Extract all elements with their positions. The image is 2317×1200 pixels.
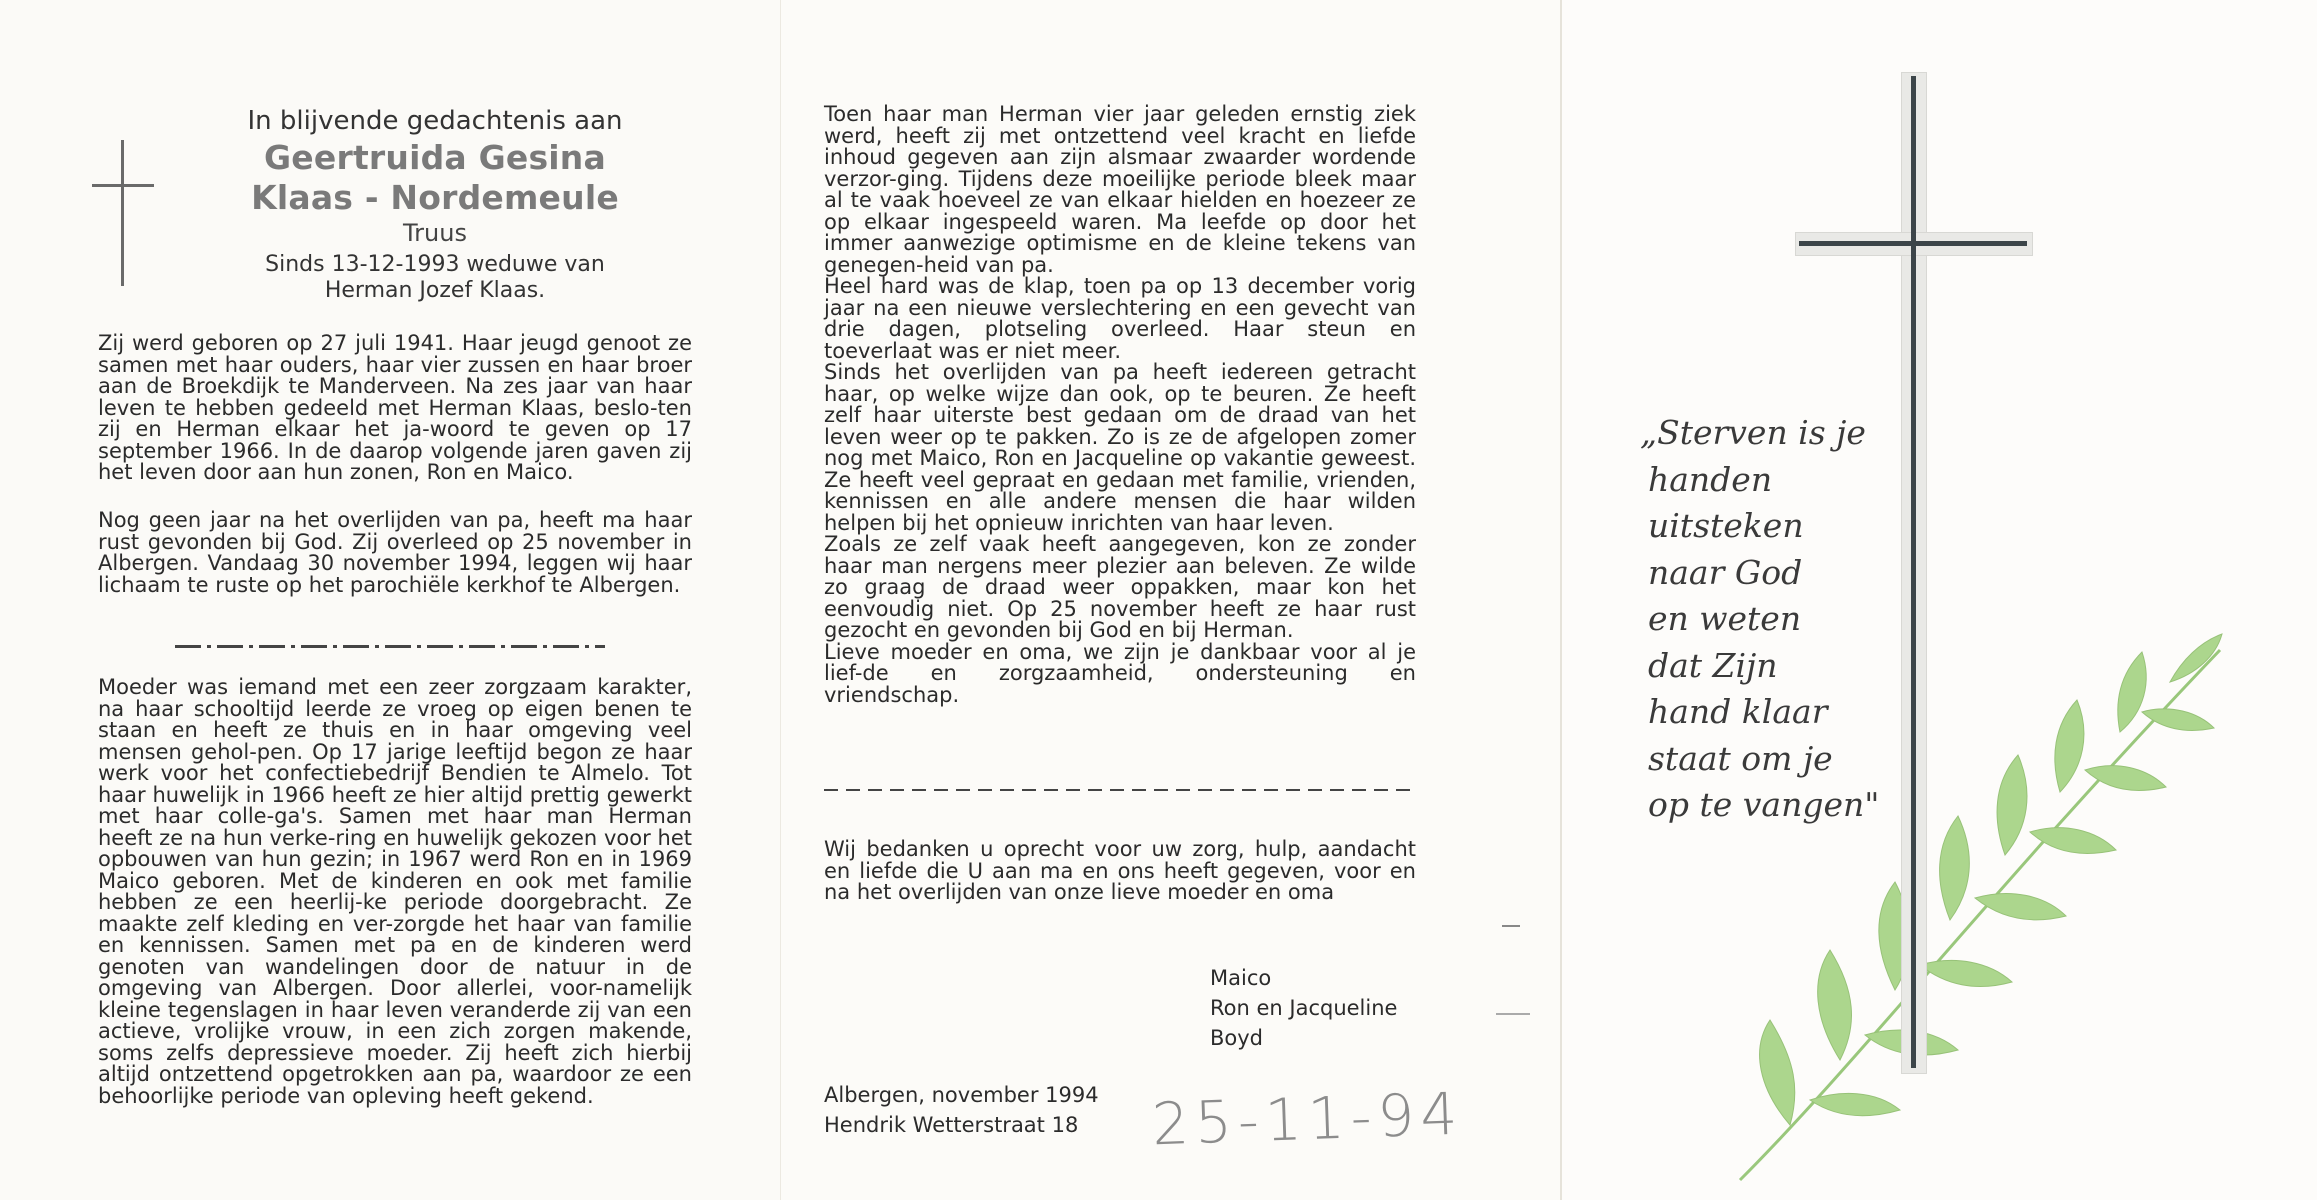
poem-line: en weten — [1648, 599, 1802, 638]
left-paragraph-1: Zij werd geboren op 27 juli 1941. Haar jeugd genoot ze samen met haar ouders, haar vier zussen en haar broer aan de Broekdijk te Manderveen. Na zes jaar van haar leven te hebben gedeeld met Herman Klaas, beslo-ten zij en Herman elkaar het ja-woord te geven op 17 september 1966. In de daarop volgende jaren gaven zij het leven door aan hun zonen, Ron en Maico. — [98, 331, 692, 484]
deceased-name-line1: Geertruida Gesina — [264, 138, 606, 177]
place-date: Albergen, november 1994 — [824, 1083, 1099, 1107]
middle-paragraph-2: Heel hard was de klap, toen pa op 13 december vorig jaar na een nieuwe verslechtering en een gevecht van drie dagen, plotseling overleed. Haar steun en toeverlaat was er niet meer. — [824, 274, 1416, 363]
left-paragraph-3: Moeder was iemand met een zeer zorgzaam karakter, na haar schooltijd leerde ze vroeg op eigen benen te staan en heeft ze thuis en in haar omgeving veel mensen gehol-pen. Op 17 jarige leeftijd begon ze haar werk voor het confectiebedrijf Bendien te Almelo. Tot haar huwelijk in 1966 heeft ze hier altijd prettig gewerkt met haar colle-ga's. Samen met haar man Herman heeft ze na hun verke-ring en huwelijk gekozen voor het opbouwen van hun gezin; in 1967 werd Ron en in 1969 Maico geboren. Met de kinderen en ook met familie hebben ze een heerlij-ke periode doorgebracht. Ze maakte zelf kleding en ver-zorgde het haar van familie en kennissen. Samen met pa en de kinderen werd genoten van wandelingen door de natuur in de omgeving van Albergen. Door allerlei, voor-namelijk kleine tegenslagen in haar leven veranderde zij van een actieve, vrolijke vrouw, in een zich zorgen makende, soms zelfs depressieve moeder. Zij heeft zich hierbij altijd ontzettend opgetrokken aan pa, waardoor ze een behoorlijke periode van opleving heeft gekend. — [98, 675, 692, 1108]
poem-line: hand klaar — [1648, 692, 1828, 731]
deceased-name-line2: Klaas - Nordemeule — [251, 178, 619, 217]
divider-dashed — [824, 789, 1416, 791]
pencil-mark — [1502, 925, 1520, 927]
divider — [175, 645, 605, 648]
poem-line: naar God — [1648, 552, 1803, 592]
poem-line: uitsteken — [1648, 506, 1804, 545]
widow-line2: Herman Jozef Klaas. — [324, 278, 546, 303]
middle-paragraph-5: Lieve moeder en oma, we zijn je dankbaar voor al je lief-de en zorgzaamheid, ondersteuning en vriendschap. — [824, 639, 1416, 707]
poem — [1640, 410, 2000, 829]
middle-paragraph-3: Sinds het overlijden van pa heeft iedereen getracht haar, op welke wijze dan ook, op te beuren. Ze heeft zelf haar uiterste best gedaan om de draad van het leven weer op te pakken. Zo is ze de afgelopen zomer nog met Maico, Ron en Jacqueline op vakantie geweest. Ze heeft veel gepraat en gedaan met familie, vrienden, kennissen en alle andere mensen die haar wilden helpen bij het opnieuw inrichten van haar leven. — [824, 360, 1416, 535]
poem-line: „Sterven is je — [1640, 413, 1866, 452]
in-memory-line: In blijvende gedachtenis aan — [247, 106, 623, 136]
signature-name: Boyd — [1210, 1026, 1264, 1050]
nickname: Truus — [403, 219, 467, 247]
signature-name: Maico — [1210, 966, 1272, 990]
poem-line: op te vangen" — [1648, 785, 1880, 824]
widow-line1: Sinds 13-12-1993 weduwe van — [265, 252, 605, 277]
signature-name: Ron en Jacqueline — [1210, 996, 1398, 1020]
poem-line: dat Zijn — [1648, 645, 1778, 685]
pencil-mark — [1496, 1013, 1530, 1015]
signatures — [1210, 963, 1397, 1053]
left-paragraph-2: Nog geen jaar na het overlijden van pa, heeft ma haar rust gevonden bij God. Zij overleed op 25 november in Albergen. Vandaag 30 november 1994, leggen wij haar lichaam te ruste op het parochiële kerkhof te Albergen. — [98, 508, 692, 597]
poem-line: handen — [1648, 459, 1773, 499]
middle-paragraph-4: Zoals ze zelf vaak heeft aangegeven, kon ze zonder haar man nergens meer plezier aan beleven. Ze wilde zo graag de draad weer oppakken, maar kon het eenvoudig niet. Op 25 november heeft ze haar rust gezocht en gevonden bij God en bij Herman. — [824, 532, 1416, 642]
memorial-header — [200, 104, 670, 304]
middle-paragraph-1: Toen haar man Herman vier jaar geleden ernstig ziek werd, heeft zij met ontzettend veel kracht en liefde inhoud gegeven aan zijn alsmaar zwaarder wordende verzor-ging. Tijdens deze moeilijke periode bleek maar al te vaak hoeveel ze van elkaar hielden en hoezeer ze op elkaar ingespeeld waren. Ma leefde op door het immer aanwezige optimisme en de kleine tekens van genegen-heid van pa. — [824, 102, 1416, 277]
thanks-text: Wij bedanken u oprecht voor uw zorg, hulp, aandacht en liefde die U aan ma en ons heeft gegeven, voor en na het overlijden van onze lieve moeder en oma — [824, 837, 1416, 904]
poem-line: staat om je — [1648, 738, 1833, 778]
middle-text — [824, 104, 1416, 706]
place-and-address — [824, 1080, 1099, 1140]
handwritten-date: 25-11-94 — [1150, 1079, 1465, 1159]
cross-icon — [92, 140, 154, 286]
address: Hendrik Wetterstraat 18 — [824, 1113, 1079, 1137]
